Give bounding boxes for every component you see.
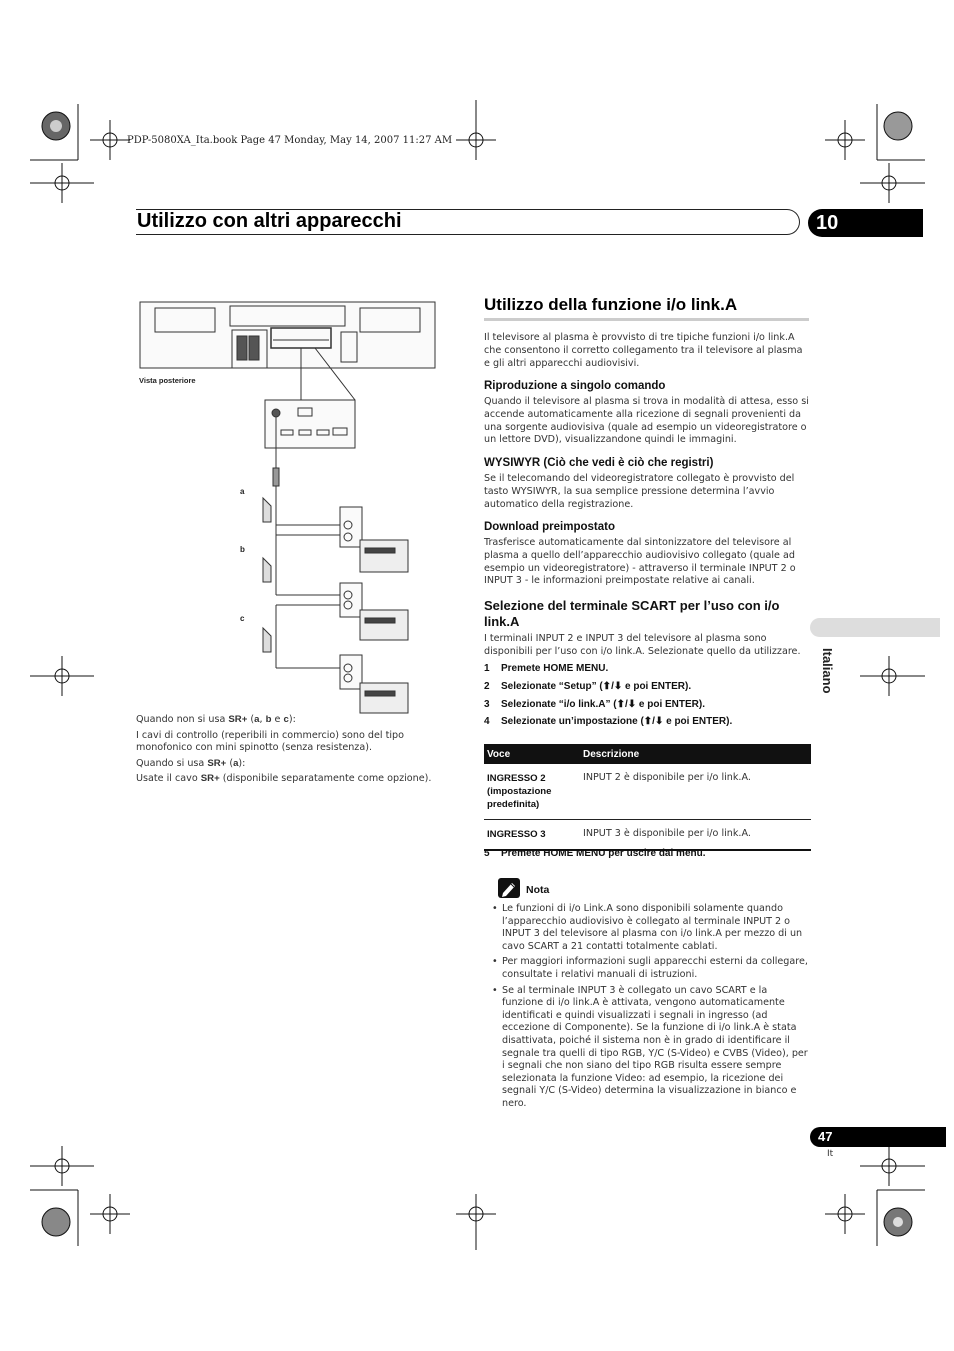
book-info-line: PDP-5080XA_Ita.book Page 47 Monday, May 14, 2007 11:27 AM	[127, 135, 453, 146]
list-item: • Per maggiori informazioni sugli apparecchi esterni da collegare, consultate i relativi manuali di istruzioni.	[492, 956, 810, 981]
language-label: Italiano	[820, 648, 835, 694]
step-3: 3 Selezionate “i/o link.A” (⬆/⬇ e poi ENTER).	[484, 699, 706, 710]
left-caption	[136, 714, 441, 786]
table-row	[484, 820, 811, 851]
header-descrizione: Descrizione	[580, 744, 811, 764]
language-tab	[810, 618, 940, 637]
cable-label-c: c	[240, 614, 245, 623]
connection-diagram	[135, 300, 445, 720]
sub1-text: Quando il televisore al plasma si trova in modalità di attesa, esso si accende automaticamente alla ricezione di segnali provenienti da una sorgente audiovisiva (quale ad esempio un videoregistratore o un lettore DVD), visualizzandone quindi le immagini.	[484, 396, 809, 446]
section-title-rule	[484, 318, 809, 321]
settings-table	[484, 744, 811, 851]
cable-label-b: b	[240, 545, 245, 554]
row-voce: INGRESSO 2 (impostazione predefinita)	[484, 764, 580, 820]
row-voce: INGRESSO 3	[484, 820, 580, 851]
sub2-text: Se il telecomando del videoregistratore collegato è provvisto del tasto WYSIWYR, la sua semplice pressione determina l’avvio automatico della registrazione.	[484, 473, 795, 510]
caption-line-4: Usate il cavo SR+ (disponibile separatamente come opzione).	[136, 773, 432, 785]
rear-view-label: Vista posteriore	[139, 376, 196, 385]
note-label: Nota	[526, 884, 550, 896]
chapter-number: 10	[808, 209, 923, 237]
page-language: It	[827, 1149, 834, 1159]
list-item: • Le funzioni di i/o Link.A sono disponibili solamente quando l’apparecchio audiovisivo è collegato al terminale INPUT 2 o INPUT 3 del televisore al plasma con i/o link.A per mezzo di un cavo SCART a 21 contatti totalmente cablati.	[492, 903, 810, 953]
step-5: 5 Premete HOME MENU per uscire dal menu.	[484, 848, 706, 859]
section-title: Utilizzo della funzione i/o link.A	[484, 295, 738, 314]
caption-line-3: Quando si usa SR+ (a):	[136, 757, 246, 769]
caption-line-2: I cavi di controllo (reperibili in commercio) sono del tipo monofonico con mini spinotto (senza resistenza).	[136, 729, 405, 754]
sub1-title: Riproduzione a singolo comando	[484, 380, 666, 392]
sub4-title: Selezione del terminale SCART per l’uso con i/o link.A	[484, 598, 780, 629]
caption-line-1: Quando non si usa SR+ (a, b e c):	[136, 714, 296, 725]
step-4: 4 Selezionate un’impostazione (⬆/⬇ e poi ENTER).	[484, 716, 733, 727]
page-number: 47	[810, 1127, 946, 1147]
step-1: 1 Premete HOME MENU.	[484, 663, 609, 674]
notes-list	[492, 903, 810, 1114]
chapter-title: Utilizzo con altri apparecchi	[137, 210, 402, 232]
section-intro: Il televisore al plasma è provvisto di tre tipiche funzioni i/o link.A che consentono il corretto collegamento tra il televisore al plasma e gli altri apparecchi audiovisivi.	[484, 332, 803, 369]
note-pencil-icon	[498, 878, 520, 898]
sub2-title: WYSIWYR (Ciò che vedi è ciò che registri)	[484, 457, 714, 469]
sub3-title: Download preimpostato	[484, 521, 615, 533]
cable-label-a: a	[240, 487, 245, 496]
table-header	[484, 744, 811, 764]
step-2: 2 Selezionate “Setup” (⬆/⬇ e poi ENTER).	[484, 681, 692, 692]
table-row	[484, 764, 811, 820]
header-voce: Voce	[484, 744, 580, 764]
sub3-text: Trasferisce automaticamente dal sintonizzatore del televisore al plasma a quello dell’apparecchio audiovisivo collegato (quale ad esempio un videoregistratore) - attraverso il terminale INPUT 2 o INPUT 3 - le informazioni preimpostate relative ai canali.	[484, 537, 796, 587]
row-desc: INPUT 3 è disponibile per i/o link.A.	[580, 820, 811, 851]
list-item: • Se al terminale INPUT 3 è collegato un cavo SCART e la funzione di i/o link.A è attivata, vengono automaticamente identificati e quindi visualizzati i segnali in ingresso (ad eccezione di Componente). Se la funzione di i/o link.A è stata disattivata, poiché il sistema non è in grado di identificare il segnale tra quelli di tipo RGB, Y/C (S-Video) e CVBS (Video), per i segnali che non siano del tipo RGB risulta essere sempre selezionata la funzione Video: ad esempio, la ricezione dei segnali Y/C (S-Video) determina la visualizzazione in bianco e nero.	[492, 985, 810, 1111]
sub4-text: I terminali INPUT 2 e INPUT 3 del televisore al plasma sono disponibili per l’uso con i/o link.A. Selezionate quello da utilizzare.	[484, 633, 801, 657]
row-desc: INPUT 2 è disponibile per i/o link.A.	[580, 764, 811, 820]
